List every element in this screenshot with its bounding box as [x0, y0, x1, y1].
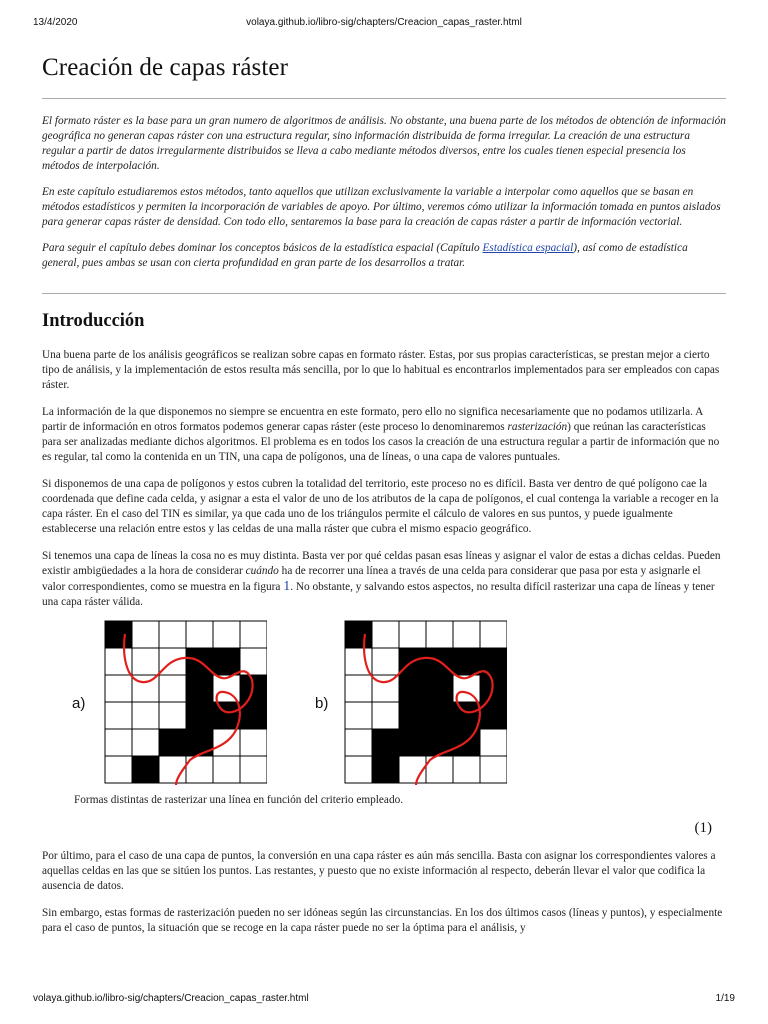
raster-cell-b-r5c1: [372, 756, 399, 783]
raster-cell-a-r4c2: [159, 729, 186, 756]
raster-cell-a-r5c5: [240, 756, 267, 783]
raster-cell-b-r0c2: [399, 621, 426, 648]
divider-bottom: [42, 293, 726, 294]
raster-cell-a-r5c0: [105, 756, 132, 783]
raster-cell-b-r0c0: [345, 621, 372, 648]
rasterization-figure: [42, 620, 726, 790]
raster-cell-b-r1c1: [372, 648, 399, 675]
raster-cell-b-r0c1: [372, 621, 399, 648]
intro-paragraph-1: El formato ráster es la base para un gran numero de algoritmos de análisis. No obstante, una buena parte de los métodos de obtención de información geográfica no generan capas ráster con una estructura regular, sino información distribuida de forma irregular. La creación de una estructura regular a partir de datos irregularmente distribuidos se lleva a cabo mediante métodos diversos, entre los cuales tienen especial presencia los métodos de interpolación.: [42, 115, 726, 172]
raster-cell-b-r0c3: [426, 621, 453, 648]
section-heading: Introducción: [42, 311, 145, 331]
raster-cell-b-r5c5: [480, 756, 507, 783]
raster-cell-b-r3c2: [399, 702, 426, 729]
chapter-intro: [42, 99, 726, 293]
raster-cell-b-r4c0: [345, 729, 372, 756]
body-paragraph-5: Por último, para el caso de una capa de puntos, la conversión en una capa ráster es aún más sencilla. Basta con asignar los correspondientes valores a aquellas celdas en las que se sitúen los puntos. Las restantes, y puesto que no existe información al respecto, deberán llevar el valor que codifica la ausencia de datos.: [42, 850, 716, 892]
raster-cell-a-r0c1: [132, 621, 159, 648]
raster-cell-a-r2c2: [159, 675, 186, 702]
link-estadistica-espacial[interactable]: Estadística espacial: [482, 242, 574, 254]
raster-cell-b-r4c3: [426, 729, 453, 756]
raster-cell-b-r0c4: [453, 621, 480, 648]
raster-cell-a-r0c5: [240, 621, 267, 648]
raster-cell-b-r4c5: [480, 729, 507, 756]
print-header: [33, 17, 735, 28]
body-paragraph-6: Sin embargo, estas formas de rasterización pueden no ser idóneas según las circunstancias. En los dos últimos casos (líneas y puntos), y especialmente para el caso de puntos, la situación que se recoge en la capa ráster puede no ser la óptima para el análisis, y: [42, 907, 723, 934]
raster-cell-a-r1c1: [132, 648, 159, 675]
raster-cell-b-r3c3: [426, 702, 453, 729]
raster-cell-a-r3c1: [132, 702, 159, 729]
footer-page-number: 1/19: [715, 993, 735, 1004]
raster-cell-a-r5c4: [213, 756, 240, 783]
raster-cell-a-r4c1: [132, 729, 159, 756]
raster-grid-a: [104, 620, 267, 789]
body-paragraph-2: La información de la que disponemos no siempre se encuentra en este formato, pero ello no significa necesariamente que no podamos utilizarla. A partir de información en otros formatos podemos generar capas ráster (este proceso lo denominaremos rasterización) que reúnan las características para ser analizadas mediante dichos algoritmos. El problema es en todos los casos la creación de una estructura regular a partir de información que no es regular, tal como la contenida en un TIN, una capa de polígonos, una de líneas, o una capa de valores puntuales.: [42, 406, 720, 463]
raster-cell-a-r2c0: [105, 675, 132, 702]
raster-grid-b: [344, 620, 507, 789]
raster-cell-b-r3c0: [345, 702, 372, 729]
raster-cell-b-r2c2: [399, 675, 426, 702]
intro-paragraph-2: En este capítulo estudiaremos estos métodos, tanto aquellos que utilizan exclusivamente la variable a interpolar como aquellos que se basan en métodos estadísticos y permiten la incorporación de variables de apoyo. Por último, veremos cómo utilizar la información tomada en puntos aislados para generar capas ráster de densidad. Con todo ello, sentaremos la base para la creación de capas ráster a partir de información vectorial.: [42, 186, 721, 228]
figure-label-b: b): [315, 695, 329, 712]
raster-cell-a-r3c4: [213, 702, 240, 729]
raster-cell-a-r0c0: [105, 621, 132, 648]
raster-cell-a-r4c0: [105, 729, 132, 756]
body-paragraph-1: Una buena parte de los análisis geográficos se realizan sobre capas en formato ráster. Estas, por sus propias características, se prestan mejor a cierto tipo de análisis, y la implementación de estos resulta más sencilla, por lo que lo habitual es encontrarlos implementados para ser empleados con capas ráster.: [42, 349, 720, 391]
raster-cell-a-r3c0: [105, 702, 132, 729]
footer-url[interactable]: volaya.github.io/libro-sig/chapters/Creacion_capas_raster.html: [33, 993, 309, 1004]
raster-cell-b-r4c2: [399, 729, 426, 756]
raster-cell-b-r3c4: [453, 702, 480, 729]
print-date: 13/4/2020: [33, 17, 78, 28]
raster-cell-b-r3c1: [372, 702, 399, 729]
raster-cell-a-r4c5: [240, 729, 267, 756]
raster-cell-a-r0c3: [186, 621, 213, 648]
print-url[interactable]: volaya.github.io/libro-sig/chapters/Creacion_capas_raster.html: [246, 17, 522, 28]
raster-cell-a-r4c3: [186, 729, 213, 756]
page-content: [42, 48, 726, 948]
intro-paragraph-3: Para seguir el capítulo debes dominar los conceptos básicos de la estadística espacial (Capítulo Estadística espacial), así como de estadística general, pues ambas se usan con cierta profundidad en gran parte de los desarrollos a tratar.: [42, 242, 688, 269]
raster-cell-a-r1c4: [213, 648, 240, 675]
raster-cell-b-r5c0: [345, 756, 372, 783]
raster-cell-b-r1c4: [453, 648, 480, 675]
raster-cell-a-r3c2: [159, 702, 186, 729]
raster-cell-a-r5c1: [132, 756, 159, 783]
figure-reference-link[interactable]: 1: [283, 579, 291, 594]
figure-label-a: a): [72, 695, 86, 712]
print-footer: [33, 993, 735, 1004]
raster-cell-b-r4c1: [372, 729, 399, 756]
raster-cell-b-r5c4: [453, 756, 480, 783]
raster-cell-a-r0c2: [159, 621, 186, 648]
body-paragraph-3: Si disponemos de una capa de polígonos y estos cubren la totalidad del territorio, este proceso no es difícil. Basta ver dentro de qué polígono cae la coordenada que define cada celda, y asignar a esta el valor de uno de los atributos de la capa de polígonos, el cual contenga la variable a recoger en la capa ráster. En el caso del TIN es similar, ya que cada uno de los triángulos permite el cálculo de valores en sus puntos, y puede igualmente establecerse una relación entre estos y las celdas de una malla ráster que cubra el mismo espacio geográfico.: [42, 478, 719, 535]
figure-number: (1): [694, 820, 712, 836]
section-body: [42, 348, 726, 936]
raster-cell-b-r2c3: [426, 675, 453, 702]
figure-caption: Formas distintas de rasterizar una línea en función del criterio empleado.: [74, 794, 404, 806]
raster-cell-a-r2c3: [186, 675, 213, 702]
raster-cell-b-r2c0: [345, 675, 372, 702]
page-title: Creación de capas ráster: [42, 54, 289, 81]
raster-cell-a-r0c4: [213, 621, 240, 648]
body-paragraph-4: Si tenemos una capa de líneas la cosa no es muy distinta. Basta ver por qué celdas pasan esas líneas y asignar el valor de estas a dichas celdas. Pueden existir ambigüedades a la hora de considerar cuándo ha de recorrer una línea a través de una celda para considerar que pasa por esta y asignarle el valor correspondientes, como se muestra en la figura 1. No obstante, y salvando estos aspectos, no resulta difícil rasterizar una capa de líneas y tener una capa ráster válida.: [42, 550, 721, 608]
raster-cell-b-r0c5: [480, 621, 507, 648]
raster-cell-a-r3c3: [186, 702, 213, 729]
